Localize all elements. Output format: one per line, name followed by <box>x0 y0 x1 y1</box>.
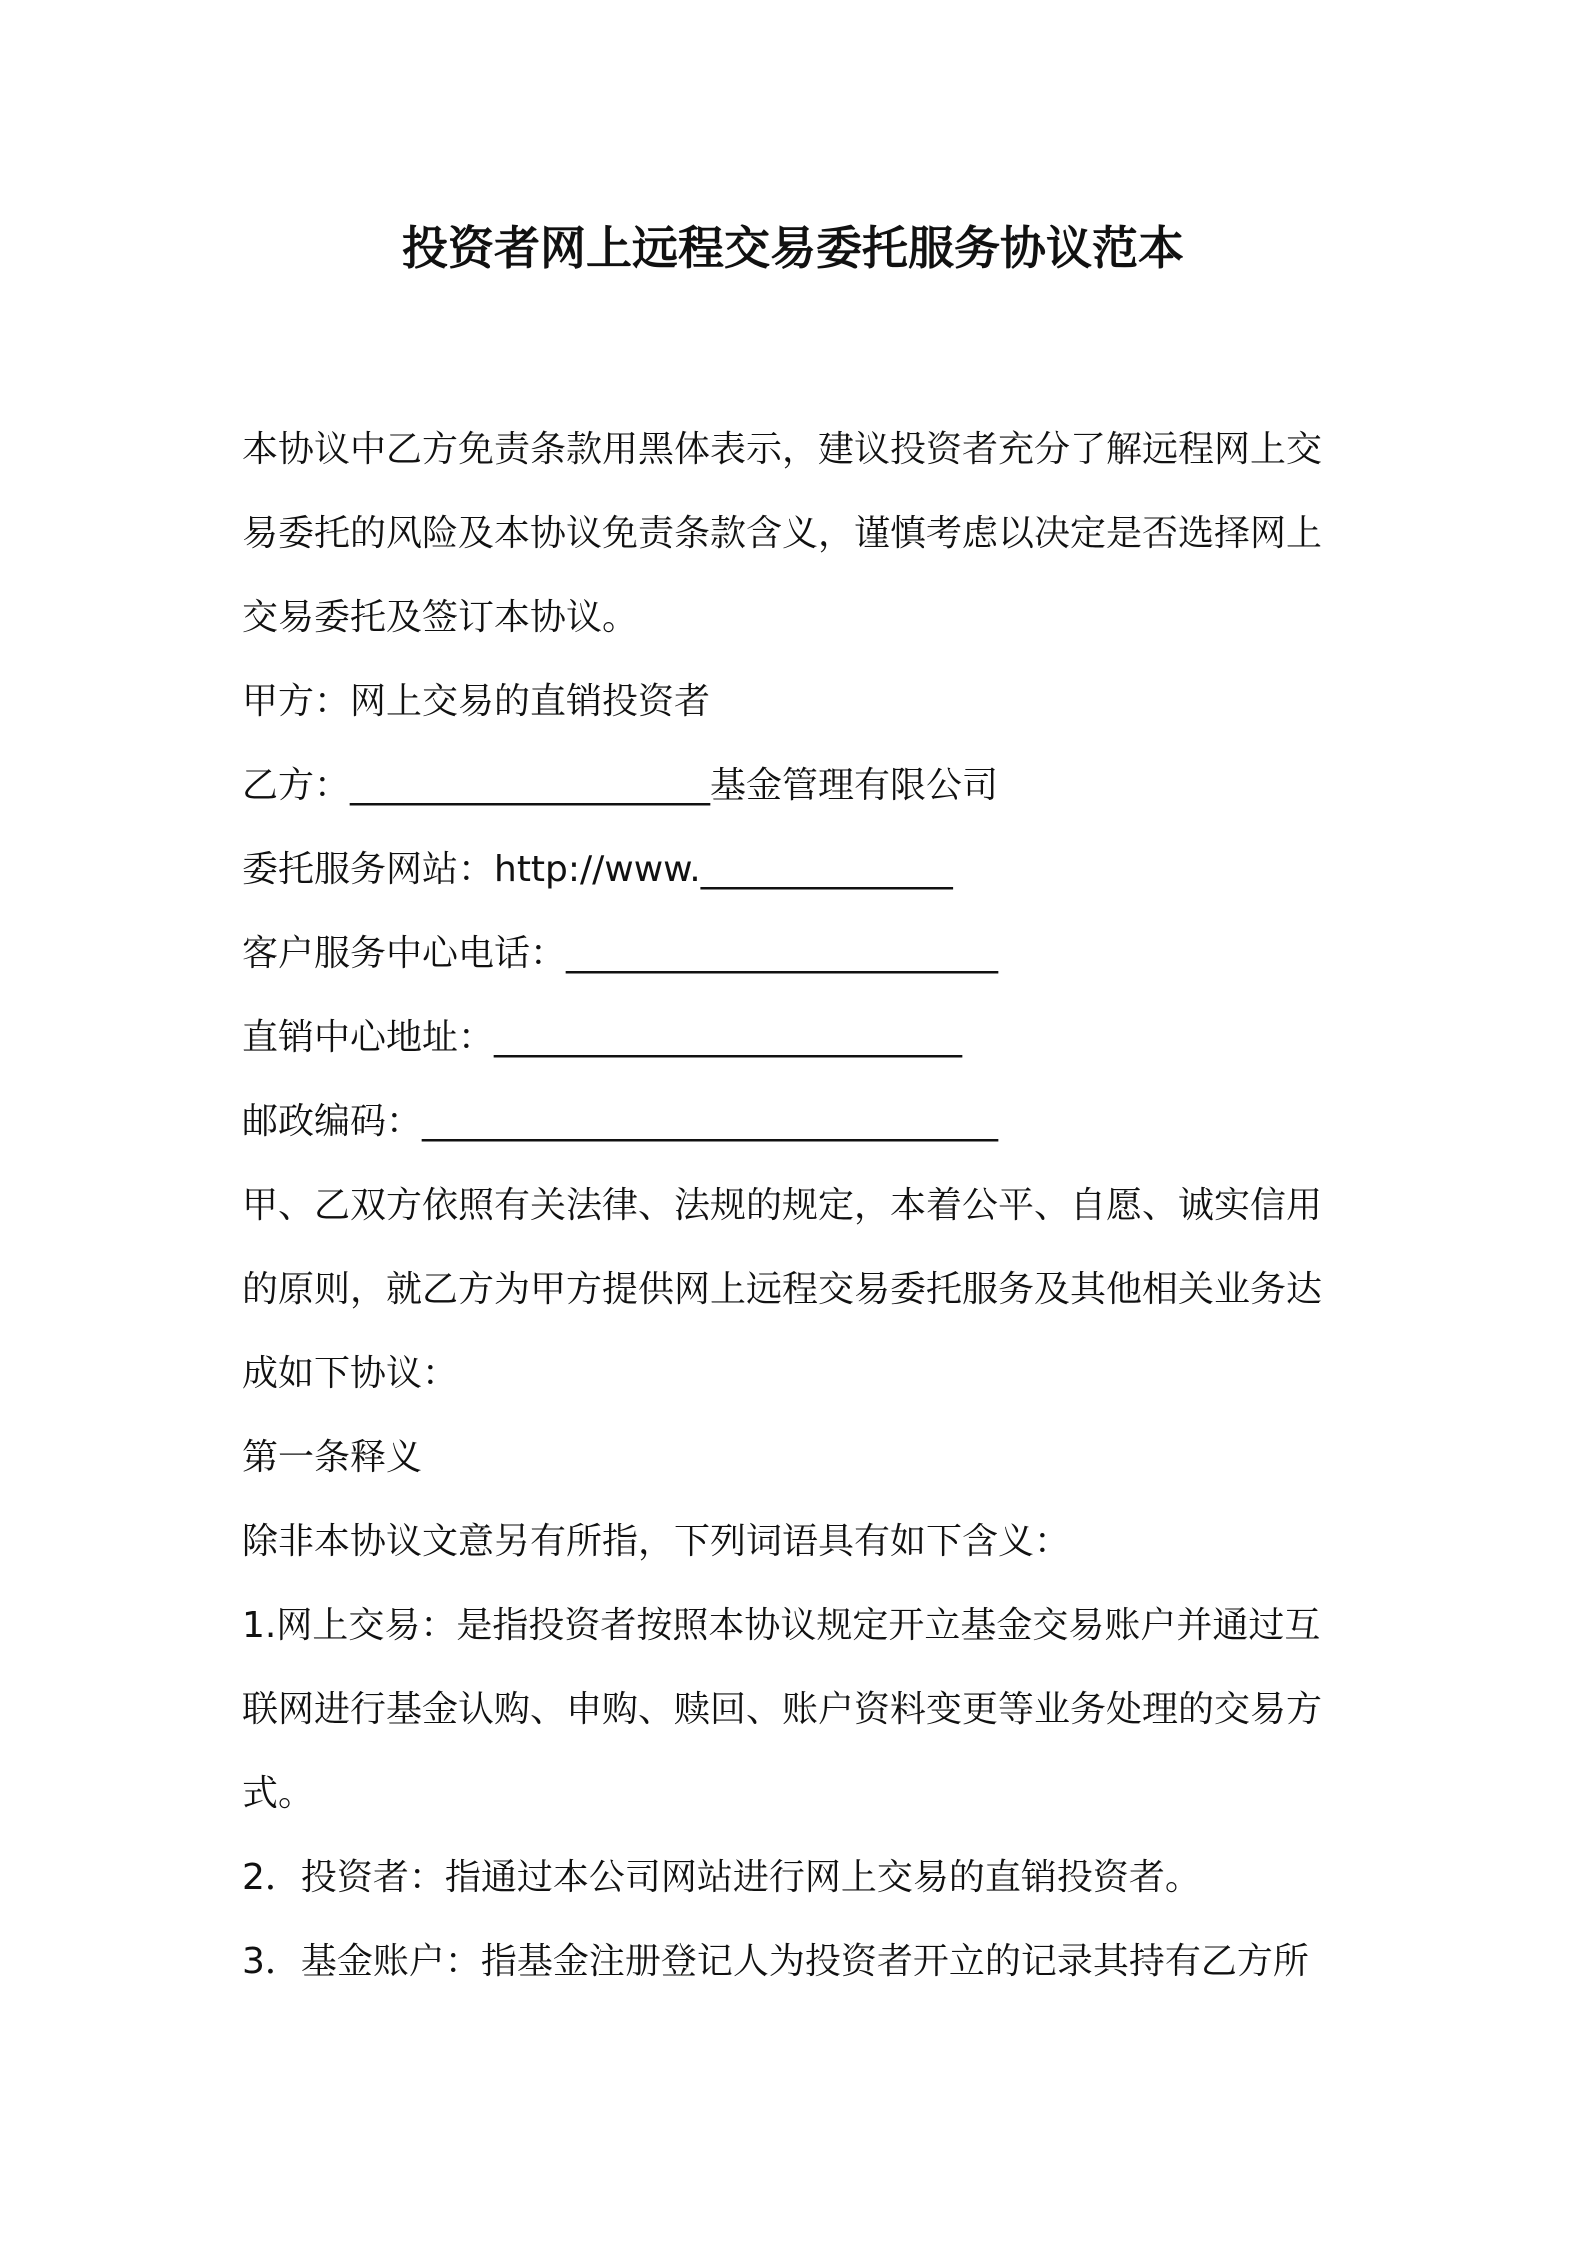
definition-1-line-1: 1.网上交易：是指投资者按照本协议规定开立基金交易账户并通过互 <box>242 1605 1321 1646</box>
phone-line: 客户服务中心电话：________________________ <box>242 933 999 974</box>
address-line: 直销中心地址：__________________________ <box>242 1017 963 1058</box>
party-b-line: 乙方：____________________基金管理有限公司 <box>242 765 999 806</box>
document-title: 投资者网上远程交易委托服务协议范本 <box>402 221 1184 275</box>
section-heading-1: 第一条释义 <box>242 1437 423 1478</box>
body-line-10: 甲、乙双方依照有关法律、法规的规定，本着公平、自愿、诚实信用 <box>242 1185 1323 1226</box>
definition-1-line-2: 联网进行基金认购、申购、赎回、账户资料变更等业务处理的交易方 <box>242 1689 1323 1730</box>
definition-2-line: 2．投资者：指通过本公司网站进行网上交易的直销投资者。 <box>242 1857 1201 1898</box>
document-body <box>242 408 1362 2004</box>
definition-1-line-3: 式。 <box>242 1773 315 1814</box>
body-line-2: 易委托的风险及本协议免责条款含义，谨慎考虑以决定是否选择网上 <box>242 513 1323 554</box>
body-line-11: 的原则，就乙方为甲方提供网上远程交易委托服务及其他相关业务达 <box>242 1269 1323 1310</box>
definition-3-line: 3．基金账户：指基金注册登记人为投资者开立的记录其持有乙方所 <box>242 1941 1309 1982</box>
body-line-14: 除非本协议文意另有所指，下列词语具有如下含义： <box>242 1521 1071 1562</box>
postcode-line: 邮政编码：________________________________ <box>242 1101 999 1142</box>
body-line-1: 本协议中乙方免责条款用黑体表示，建议投资者充分了解远程网上交 <box>242 429 1323 470</box>
website-line: 委托服务网站：http://www.______________ <box>242 849 953 890</box>
party-a-line: 甲方：网上交易的直销投资者 <box>242 681 711 722</box>
body-line-12: 成如下协议： <box>242 1353 459 1394</box>
body-line-3: 交易委托及签订本协议。 <box>242 597 639 638</box>
